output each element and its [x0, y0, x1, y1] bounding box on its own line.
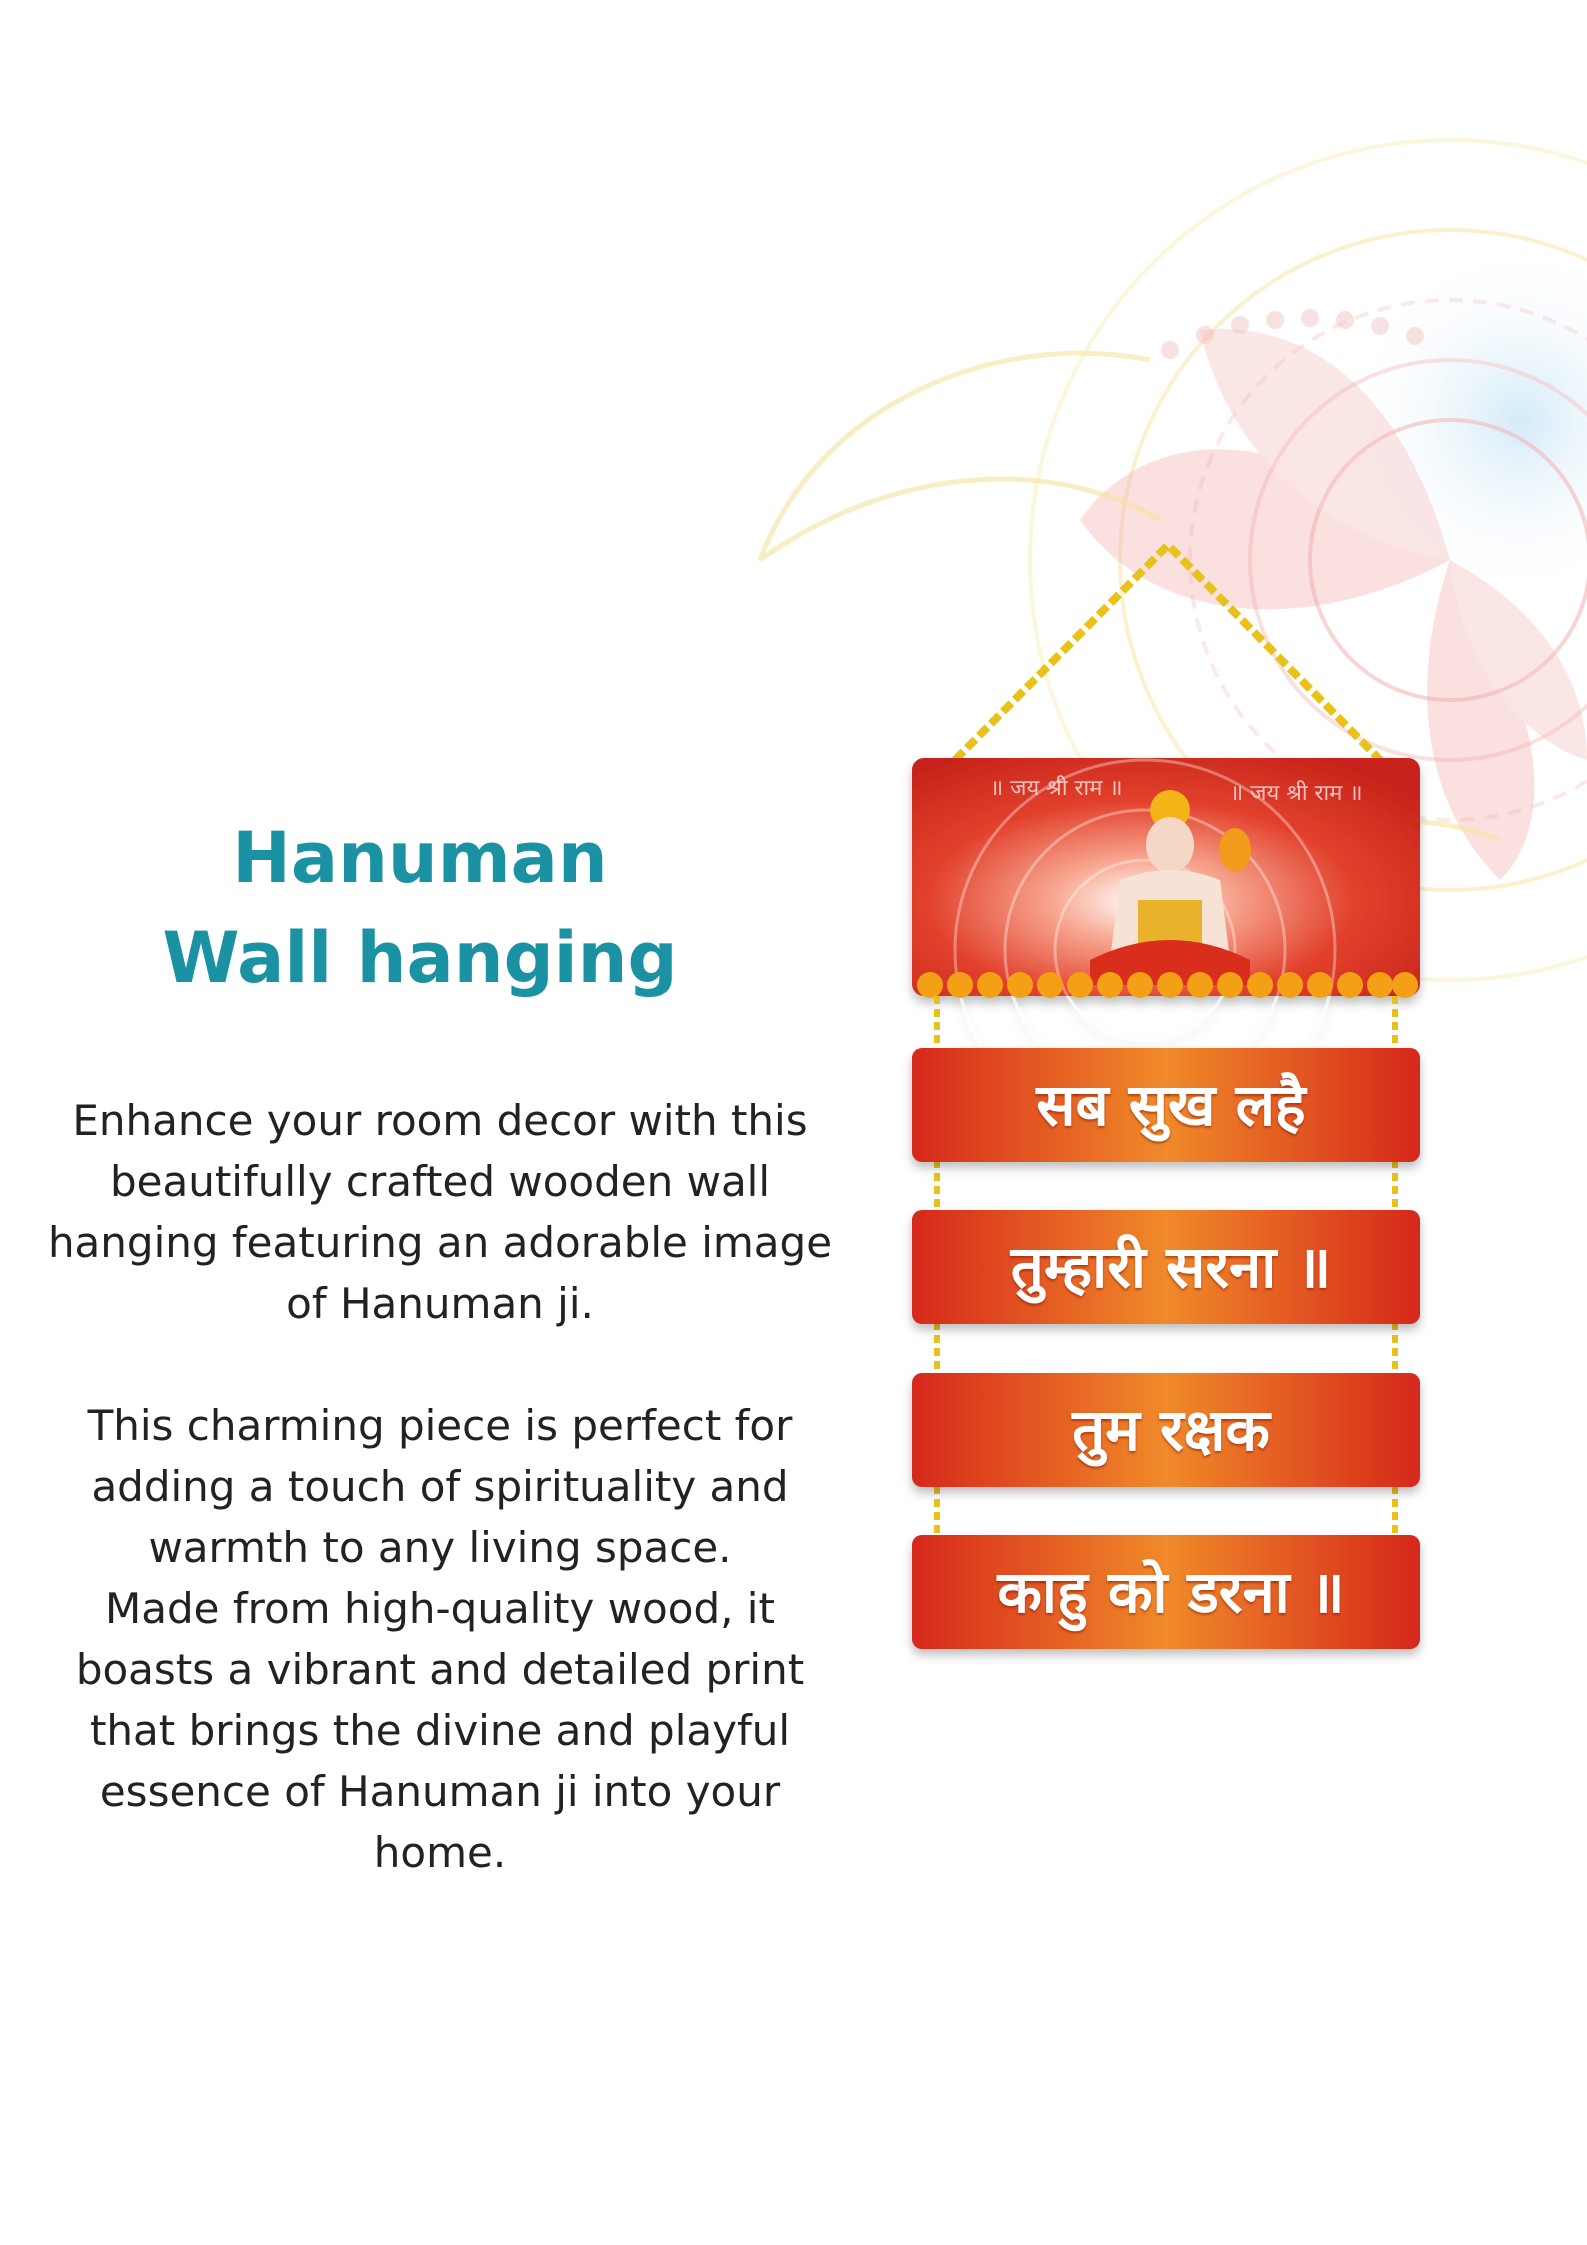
description-line: essence of Hanuman ji into your: [99, 1767, 781, 1816]
product-title-line2: Wall hanging: [162, 917, 678, 999]
panel-pattern-text: ॥ जय श्री राम ॥: [990, 776, 1123, 801]
description-line: hanging featuring an adorable image: [47, 1218, 833, 1267]
description-line: of Hanuman ji.: [286, 1279, 594, 1328]
description-line: that brings the divine and playful: [89, 1706, 791, 1755]
plank-4-text: काहु को डरना ॥: [997, 1558, 1345, 1626]
description-line: boasts a vibrant and detailed print: [75, 1645, 805, 1694]
description-line: This charming piece is perfect for: [87, 1401, 793, 1450]
plank-2-text: तुम्हारी सरना ॥: [1010, 1233, 1332, 1301]
description-line: warmth to any living space.: [148, 1523, 732, 1572]
plank-1-text: सब सुख लहै: [1036, 1071, 1306, 1139]
description-line: Enhance your room decor with this: [72, 1096, 808, 1145]
description-line: Made from high-quality wood, it: [105, 1584, 775, 1633]
plank-3-text: तुम रक्षक: [1072, 1396, 1270, 1464]
description-line: home.: [373, 1828, 507, 1877]
description-line: adding a touch of spirituality and: [91, 1462, 789, 1511]
description-line: beautifully crafted wooden wall: [109, 1157, 771, 1206]
panel-pattern-text: ॥ जय श्री राम ॥: [1230, 781, 1363, 806]
product-title-line1: Hanuman: [232, 817, 608, 899]
marigold-garland: [917, 972, 1418, 998]
hanging-rope: [955, 545, 1390, 770]
